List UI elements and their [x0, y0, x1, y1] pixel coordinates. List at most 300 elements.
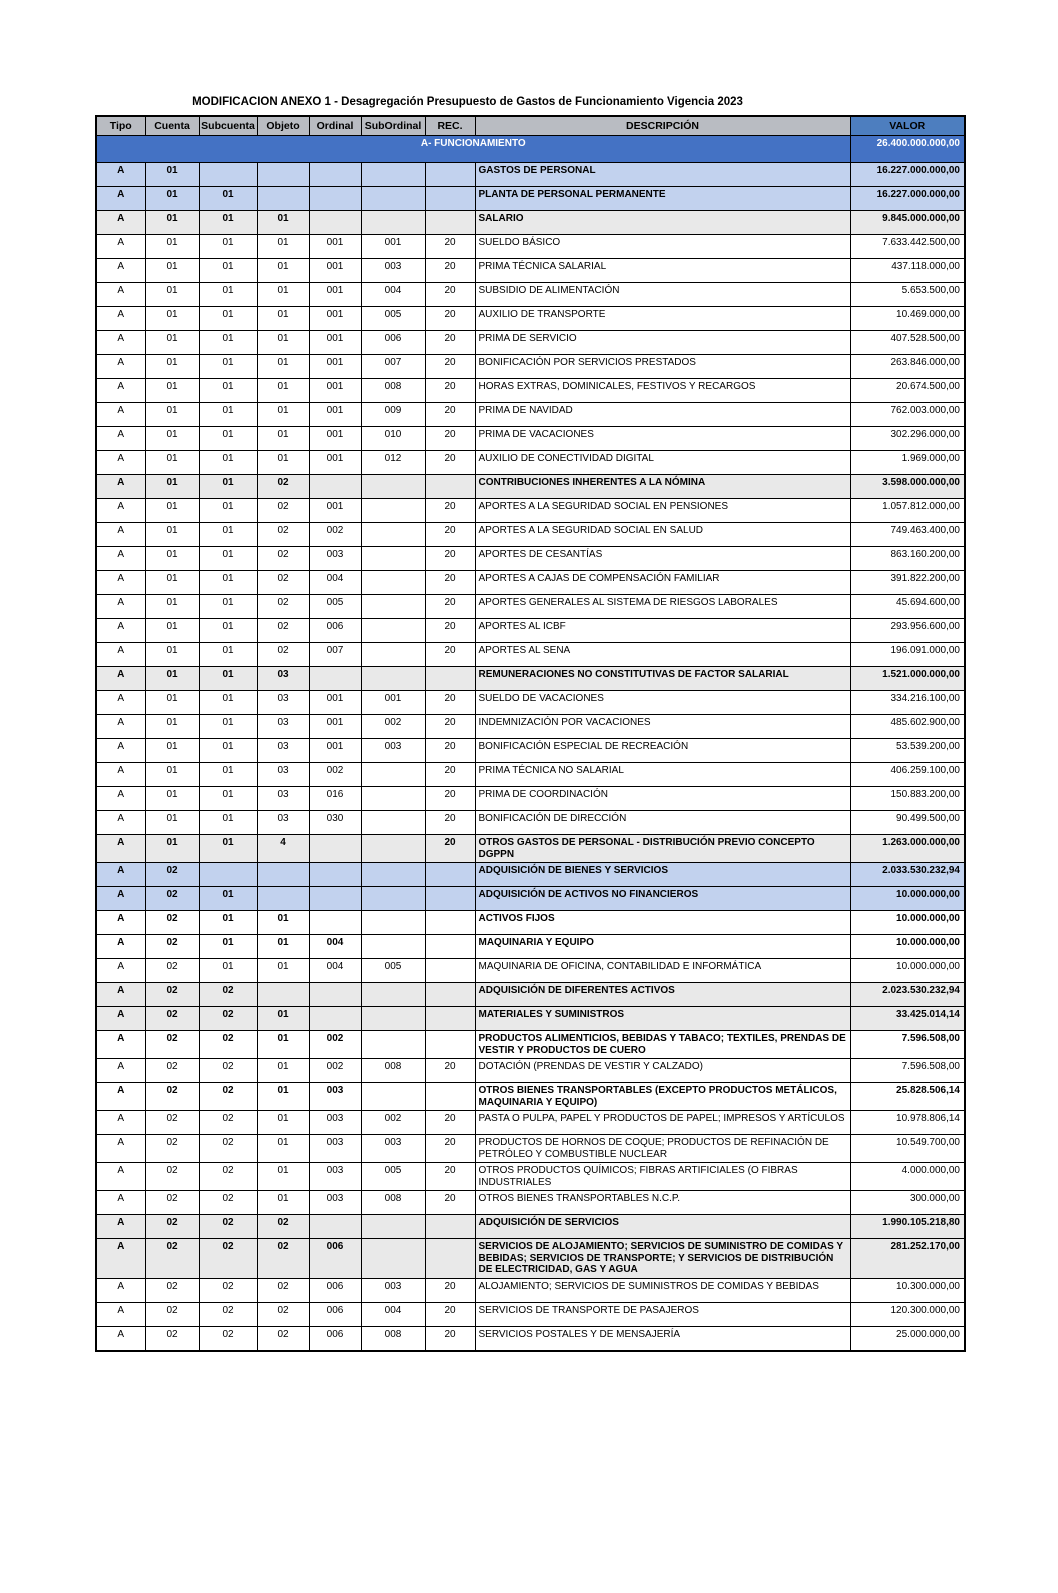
cell-ord — [309, 983, 361, 1007]
cell-valor: 263.846.000,00 — [850, 355, 965, 379]
cell-ord: 001 — [309, 403, 361, 427]
cell-subord: 008 — [361, 1191, 425, 1215]
cell-rec: 20 — [425, 1135, 475, 1163]
table-row — [96, 715, 965, 739]
cell-valor: 9.845.000.000,00 — [850, 211, 965, 235]
cell-descripcion: BONIFICACIÓN DE DIRECCIÓN — [475, 811, 850, 835]
cell-tipo: A — [96, 715, 145, 739]
cell-valor: 1.521.000.000,00 — [850, 667, 965, 691]
cell-tipo: A — [96, 283, 145, 307]
cell-tipo: A — [96, 403, 145, 427]
table-row — [96, 787, 965, 811]
cell-cuenta: 01 — [145, 211, 199, 235]
column-header-subcuenta: Subcuenta — [199, 116, 257, 136]
cell-obj: 4 — [257, 835, 309, 863]
cell-tipo: A — [96, 307, 145, 331]
cell-rec — [425, 1083, 475, 1111]
table-row — [96, 547, 965, 571]
cell-tipo: A — [96, 331, 145, 355]
cell-ord: 004 — [309, 571, 361, 595]
cell-ord — [309, 475, 361, 499]
cell-descripcion: PRIMA TÉCNICA SALARIAL — [475, 259, 850, 283]
cell-sub: 01 — [199, 379, 257, 403]
cell-tipo: A — [96, 835, 145, 863]
cell-obj: 01 — [257, 911, 309, 935]
cell-obj: 02 — [257, 571, 309, 595]
cell-sub: 01 — [199, 787, 257, 811]
cell-valor: 25.000.000,00 — [850, 1326, 965, 1351]
cell-subord: 008 — [361, 1059, 425, 1083]
cell-obj — [257, 187, 309, 211]
cell-sub: 01 — [199, 911, 257, 935]
cell-valor: 406.259.100,00 — [850, 763, 965, 787]
cell-descripcion: OTROS BIENES TRANSPORTABLES (EXCEPTO PRODUCTOS METÁLICOS, MAQUINARIA Y EQUIPO) — [475, 1083, 850, 1111]
cell-valor: 762.003.000,00 — [850, 403, 965, 427]
cell-obj: 03 — [257, 787, 309, 811]
cell-obj: 02 — [257, 1278, 309, 1302]
cell-sub: 01 — [199, 499, 257, 523]
column-header-cuenta: Cuenta — [145, 116, 199, 136]
cell-descripcion: ADQUISICIÓN DE SERVICIOS — [475, 1215, 850, 1239]
cell-sub — [199, 863, 257, 887]
table-row — [96, 331, 965, 355]
cell-tipo: A — [96, 863, 145, 887]
table-row — [96, 935, 965, 959]
cell-rec: 20 — [425, 763, 475, 787]
table-row — [96, 1135, 965, 1163]
cell-tipo: A — [96, 739, 145, 763]
cell-obj: 01 — [257, 355, 309, 379]
cell-tipo: A — [96, 811, 145, 835]
cell-cuenta: 01 — [145, 715, 199, 739]
cell-cuenta: 01 — [145, 763, 199, 787]
cell-valor: 1.990.105.218,80 — [850, 1215, 965, 1239]
cell-ord — [309, 211, 361, 235]
cell-valor: 10.000.000,00 — [850, 911, 965, 935]
cell-rec — [425, 667, 475, 691]
cell-valor: 1.969.000,00 — [850, 451, 965, 475]
cell-rec: 20 — [425, 691, 475, 715]
table-row — [96, 283, 965, 307]
cell-cuenta: 01 — [145, 331, 199, 355]
cell-sub: 01 — [199, 835, 257, 863]
cell-tipo: A — [96, 1059, 145, 1083]
cell-subord — [361, 523, 425, 547]
cell-subord: 006 — [361, 331, 425, 355]
cell-ord: 003 — [309, 1083, 361, 1111]
section-band-label: A- FUNCIONAMIENTO — [96, 136, 850, 163]
cell-obj — [257, 887, 309, 911]
cell-rec — [425, 1031, 475, 1059]
cell-valor: 10.000.000,00 — [850, 959, 965, 983]
cell-rec: 20 — [425, 1278, 475, 1302]
cell-subord: 003 — [361, 739, 425, 763]
cell-valor: 7.596.508,00 — [850, 1059, 965, 1083]
cell-rec — [425, 1215, 475, 1239]
table-row — [96, 523, 965, 547]
cell-obj: 02 — [257, 1302, 309, 1326]
cell-valor: 33.425.014,14 — [850, 1007, 965, 1031]
cell-obj: 02 — [257, 475, 309, 499]
cell-sub: 01 — [199, 887, 257, 911]
cell-tipo: A — [96, 523, 145, 547]
cell-sub: 01 — [199, 451, 257, 475]
cell-rec: 20 — [425, 235, 475, 259]
column-header-ordinal: Ordinal — [309, 116, 361, 136]
cell-sub: 01 — [199, 187, 257, 211]
cell-descripcion: PRIMA DE VACACIONES — [475, 427, 850, 451]
cell-tipo: A — [96, 691, 145, 715]
cell-sub: 02 — [199, 1239, 257, 1279]
cell-sub: 01 — [199, 307, 257, 331]
cell-descripcion: OTROS GASTOS DE PERSONAL - DISTRIBUCIÓN PREVIO CONCEPTO DGPPN — [475, 835, 850, 863]
cell-sub: 01 — [199, 355, 257, 379]
cell-descripcion: PRODUCTOS ALIMENTICIOS, BEBIDAS Y TABACO; TEXTILES, PRENDAS DE VESTIR Y PRODUCTOS DE CUERO — [475, 1031, 850, 1059]
cell-valor: 7.596.508,00 — [850, 1031, 965, 1059]
cell-tipo: A — [96, 451, 145, 475]
cell-subord: 008 — [361, 1326, 425, 1351]
cell-rec: 20 — [425, 1163, 475, 1191]
cell-ord — [309, 835, 361, 863]
cell-cuenta: 01 — [145, 499, 199, 523]
cell-subord — [361, 863, 425, 887]
cell-subord — [361, 475, 425, 499]
table-row — [96, 739, 965, 763]
cell-tipo: A — [96, 619, 145, 643]
cell-obj: 02 — [257, 1326, 309, 1351]
cell-descripcion: PLANTA DE PERSONAL PERMANENTE — [475, 187, 850, 211]
cell-obj: 01 — [257, 1163, 309, 1191]
cell-sub: 02 — [199, 1007, 257, 1031]
cell-cuenta: 02 — [145, 1059, 199, 1083]
cell-subord: 009 — [361, 403, 425, 427]
cell-subord — [361, 595, 425, 619]
cell-sub: 01 — [199, 403, 257, 427]
cell-subord — [361, 163, 425, 187]
budget-table — [95, 115, 966, 1352]
cell-obj: 02 — [257, 1239, 309, 1279]
cell-tipo: A — [96, 959, 145, 983]
cell-ord: 002 — [309, 763, 361, 787]
cell-cuenta: 01 — [145, 547, 199, 571]
cell-sub: 02 — [199, 1215, 257, 1239]
cell-subord — [361, 211, 425, 235]
cell-ord: 003 — [309, 1135, 361, 1163]
cell-rec: 20 — [425, 355, 475, 379]
cell-sub: 01 — [199, 667, 257, 691]
cell-ord: 003 — [309, 1163, 361, 1191]
cell-descripcion: PRIMA DE NAVIDAD — [475, 403, 850, 427]
cell-descripcion: MAQUINARIA Y EQUIPO — [475, 935, 850, 959]
cell-descripcion: ADQUISICIÓN DE BIENES Y SERVICIOS — [475, 863, 850, 887]
cell-valor: 20.674.500,00 — [850, 379, 965, 403]
column-header-rec: REC. — [425, 116, 475, 136]
cell-cuenta: 01 — [145, 475, 199, 499]
cell-rec: 20 — [425, 835, 475, 863]
cell-rec: 20 — [425, 619, 475, 643]
cell-tipo: A — [96, 643, 145, 667]
cell-valor: 7.633.442.500,00 — [850, 235, 965, 259]
table-row — [96, 1302, 965, 1326]
cell-ord: 001 — [309, 235, 361, 259]
cell-tipo: A — [96, 1239, 145, 1279]
table-row — [96, 1111, 965, 1135]
cell-cuenta: 01 — [145, 259, 199, 283]
cell-ord: 001 — [309, 691, 361, 715]
cell-ord: 006 — [309, 1302, 361, 1326]
table-row — [96, 1239, 965, 1279]
cell-ord: 006 — [309, 1239, 361, 1279]
column-header-objeto: Objeto — [257, 116, 309, 136]
table-row — [96, 451, 965, 475]
cell-obj: 03 — [257, 739, 309, 763]
cell-obj: 01 — [257, 1083, 309, 1111]
cell-rec: 20 — [425, 307, 475, 331]
cell-ord: 001 — [309, 283, 361, 307]
cell-descripcion: APORTES DE CESANTÍAS — [475, 547, 850, 571]
cell-sub: 02 — [199, 1111, 257, 1135]
cell-cuenta: 02 — [145, 1326, 199, 1351]
cell-tipo: A — [96, 667, 145, 691]
cell-descripcion: MAQUINARIA DE OFICINA, CONTABILIDAD E INFORMÁTICA — [475, 959, 850, 983]
cell-ord: 001 — [309, 307, 361, 331]
cell-valor: 10.978.806,14 — [850, 1111, 965, 1135]
column-header-subordinal: SubOrdinal — [361, 116, 425, 136]
cell-valor: 150.883.200,00 — [850, 787, 965, 811]
cell-sub: 01 — [199, 235, 257, 259]
cell-rec: 20 — [425, 259, 475, 283]
cell-descripcion: OTROS PRODUCTOS QUÍMICOS; FIBRAS ARTIFICIALES (O FIBRAS INDUSTRIALES — [475, 1163, 850, 1191]
cell-cuenta: 02 — [145, 1278, 199, 1302]
cell-ord: 001 — [309, 331, 361, 355]
cell-tipo: A — [96, 427, 145, 451]
cell-rec: 20 — [425, 1326, 475, 1351]
cell-cuenta: 02 — [145, 1111, 199, 1135]
cell-subord — [361, 887, 425, 911]
cell-rec — [425, 911, 475, 935]
cell-valor: 120.300.000,00 — [850, 1302, 965, 1326]
cell-obj: 02 — [257, 499, 309, 523]
table-row — [96, 475, 965, 499]
cell-subord — [361, 571, 425, 595]
cell-ord: 016 — [309, 787, 361, 811]
cell-tipo: A — [96, 163, 145, 187]
cell-ord: 001 — [309, 451, 361, 475]
cell-obj: 01 — [257, 331, 309, 355]
cell-ord: 003 — [309, 1111, 361, 1135]
table-row — [96, 667, 965, 691]
cell-rec: 20 — [425, 1191, 475, 1215]
cell-rec — [425, 887, 475, 911]
cell-obj: 01 — [257, 283, 309, 307]
cell-obj: 01 — [257, 1135, 309, 1163]
document-title: MODIFICACION ANEXO 1 - Desagregación Presupuesto de Gastos de Funcionamiento Vigencia 2023 — [192, 96, 743, 108]
cell-tipo: A — [96, 763, 145, 787]
table-row — [96, 643, 965, 667]
cell-tipo: A — [96, 1302, 145, 1326]
cell-obj: 01 — [257, 403, 309, 427]
cell-cuenta: 01 — [145, 811, 199, 835]
cell-tipo: A — [96, 499, 145, 523]
cell-tipo: A — [96, 475, 145, 499]
cell-valor: 334.216.100,00 — [850, 691, 965, 715]
cell-descripcion: APORTES A LA SEGURIDAD SOCIAL EN PENSIONES — [475, 499, 850, 523]
cell-sub: 02 — [199, 1059, 257, 1083]
cell-sub: 02 — [199, 1083, 257, 1111]
cell-obj: 02 — [257, 595, 309, 619]
cell-sub: 02 — [199, 1278, 257, 1302]
cell-valor: 749.463.400,00 — [850, 523, 965, 547]
cell-valor: 281.252.170,00 — [850, 1239, 965, 1279]
cell-sub: 02 — [199, 1163, 257, 1191]
table-header-row — [96, 116, 965, 136]
cell-cuenta: 01 — [145, 643, 199, 667]
cell-cuenta: 02 — [145, 1083, 199, 1111]
cell-descripcion: PASTA O PULPA, PAPEL Y PRODUCTOS DE PAPEL; IMPRESOS Y ARTÍCULOS — [475, 1111, 850, 1135]
cell-obj: 01 — [257, 1007, 309, 1031]
cell-descripcion: SALARIO — [475, 211, 850, 235]
cell-obj: 01 — [257, 427, 309, 451]
cell-cuenta: 01 — [145, 187, 199, 211]
cell-subord: 004 — [361, 283, 425, 307]
cell-tipo: A — [96, 595, 145, 619]
cell-cuenta: 02 — [145, 1007, 199, 1031]
cell-obj — [257, 163, 309, 187]
cell-cuenta: 01 — [145, 787, 199, 811]
cell-obj: 03 — [257, 691, 309, 715]
table-row — [96, 691, 965, 715]
cell-tipo: A — [96, 1191, 145, 1215]
cell-tipo: A — [96, 259, 145, 283]
cell-valor: 4.000.000,00 — [850, 1163, 965, 1191]
cell-rec: 20 — [425, 811, 475, 835]
cell-rec — [425, 475, 475, 499]
cell-subord — [361, 835, 425, 863]
table-row — [96, 763, 965, 787]
cell-ord: 005 — [309, 595, 361, 619]
cell-sub: 01 — [199, 283, 257, 307]
table-row — [96, 571, 965, 595]
cell-descripcion: ALOJAMIENTO; SERVICIOS DE SUMINISTROS DE COMIDAS Y BEBIDAS — [475, 1278, 850, 1302]
cell-rec: 20 — [425, 331, 475, 355]
cell-subord — [361, 643, 425, 667]
cell-descripcion: APORTES GENERALES AL SISTEMA DE RIESGOS LABORALES — [475, 595, 850, 619]
cell-tipo: A — [96, 1083, 145, 1111]
cell-sub: 01 — [199, 547, 257, 571]
cell-cuenta: 01 — [145, 403, 199, 427]
cell-cuenta: 01 — [145, 427, 199, 451]
cell-obj: 02 — [257, 619, 309, 643]
cell-subord: 001 — [361, 235, 425, 259]
cell-descripcion: PRIMA TÉCNICA NO SALARIAL — [475, 763, 850, 787]
cell-cuenta: 01 — [145, 835, 199, 863]
cell-ord: 003 — [309, 1191, 361, 1215]
table-row — [96, 887, 965, 911]
cell-rec — [425, 211, 475, 235]
cell-valor: 863.160.200,00 — [850, 547, 965, 571]
table-row — [96, 1007, 965, 1031]
cell-subord: 005 — [361, 959, 425, 983]
cell-cuenta: 02 — [145, 935, 199, 959]
cell-rec: 20 — [425, 643, 475, 667]
cell-tipo: A — [96, 1135, 145, 1163]
cell-subord: 010 — [361, 427, 425, 451]
cell-descripcion: HORAS EXTRAS, DOMINICALES, FESTIVOS Y RECARGOS — [475, 379, 850, 403]
table-row — [96, 983, 965, 1007]
cell-sub: 02 — [199, 1135, 257, 1163]
cell-sub: 01 — [199, 259, 257, 283]
cell-subord — [361, 935, 425, 959]
table-row — [96, 619, 965, 643]
cell-tipo: A — [96, 1007, 145, 1031]
cell-descripcion: ADQUISICIÓN DE DIFERENTES ACTIVOS — [475, 983, 850, 1007]
cell-descripcion: AUXILIO DE TRANSPORTE — [475, 307, 850, 331]
cell-valor: 407.528.500,00 — [850, 331, 965, 355]
table-row — [96, 911, 965, 935]
cell-descripcion: PRIMA DE COORDINACIÓN — [475, 787, 850, 811]
cell-valor: 10.000.000,00 — [850, 887, 965, 911]
cell-cuenta: 01 — [145, 283, 199, 307]
cell-ord — [309, 863, 361, 887]
cell-subord — [361, 763, 425, 787]
cell-valor: 485.602.900,00 — [850, 715, 965, 739]
cell-subord: 002 — [361, 1111, 425, 1135]
cell-subord: 003 — [361, 259, 425, 283]
cell-obj: 03 — [257, 715, 309, 739]
cell-cuenta: 02 — [145, 1239, 199, 1279]
cell-subord: 007 — [361, 355, 425, 379]
cell-obj: 01 — [257, 1111, 309, 1135]
cell-obj — [257, 983, 309, 1007]
cell-obj — [257, 863, 309, 887]
cell-valor: 10.300.000,00 — [850, 1278, 965, 1302]
cell-obj: 02 — [257, 523, 309, 547]
cell-tipo: A — [96, 235, 145, 259]
cell-tipo: A — [96, 911, 145, 935]
cell-tipo: A — [96, 547, 145, 571]
cell-subord — [361, 187, 425, 211]
cell-subord: 001 — [361, 691, 425, 715]
cell-tipo: A — [96, 379, 145, 403]
cell-descripcion: ADQUISICIÓN DE ACTIVOS NO FINANCIEROS — [475, 887, 850, 911]
cell-rec — [425, 163, 475, 187]
cell-tipo: A — [96, 935, 145, 959]
cell-tipo: A — [96, 355, 145, 379]
cell-cuenta: 02 — [145, 1031, 199, 1059]
cell-cuenta: 02 — [145, 983, 199, 1007]
cell-cuenta: 02 — [145, 1191, 199, 1215]
cell-obj: 02 — [257, 547, 309, 571]
cell-ord: 030 — [309, 811, 361, 835]
table-row — [96, 379, 965, 403]
cell-ord — [309, 187, 361, 211]
cell-descripcion: OTROS BIENES TRANSPORTABLES N.C.P. — [475, 1191, 850, 1215]
cell-descripcion: APORTES AL SENA — [475, 643, 850, 667]
cell-obj: 03 — [257, 763, 309, 787]
cell-obj: 02 — [257, 1215, 309, 1239]
cell-sub: 01 — [199, 811, 257, 835]
table-row — [96, 863, 965, 887]
cell-valor: 10.000.000,00 — [850, 935, 965, 959]
cell-obj: 01 — [257, 1059, 309, 1083]
cell-subord — [361, 499, 425, 523]
cell-cuenta: 01 — [145, 595, 199, 619]
table-row — [96, 595, 965, 619]
cell-ord: 001 — [309, 739, 361, 763]
cell-ord: 001 — [309, 715, 361, 739]
cell-obj: 01 — [257, 235, 309, 259]
cell-subord — [361, 1239, 425, 1279]
